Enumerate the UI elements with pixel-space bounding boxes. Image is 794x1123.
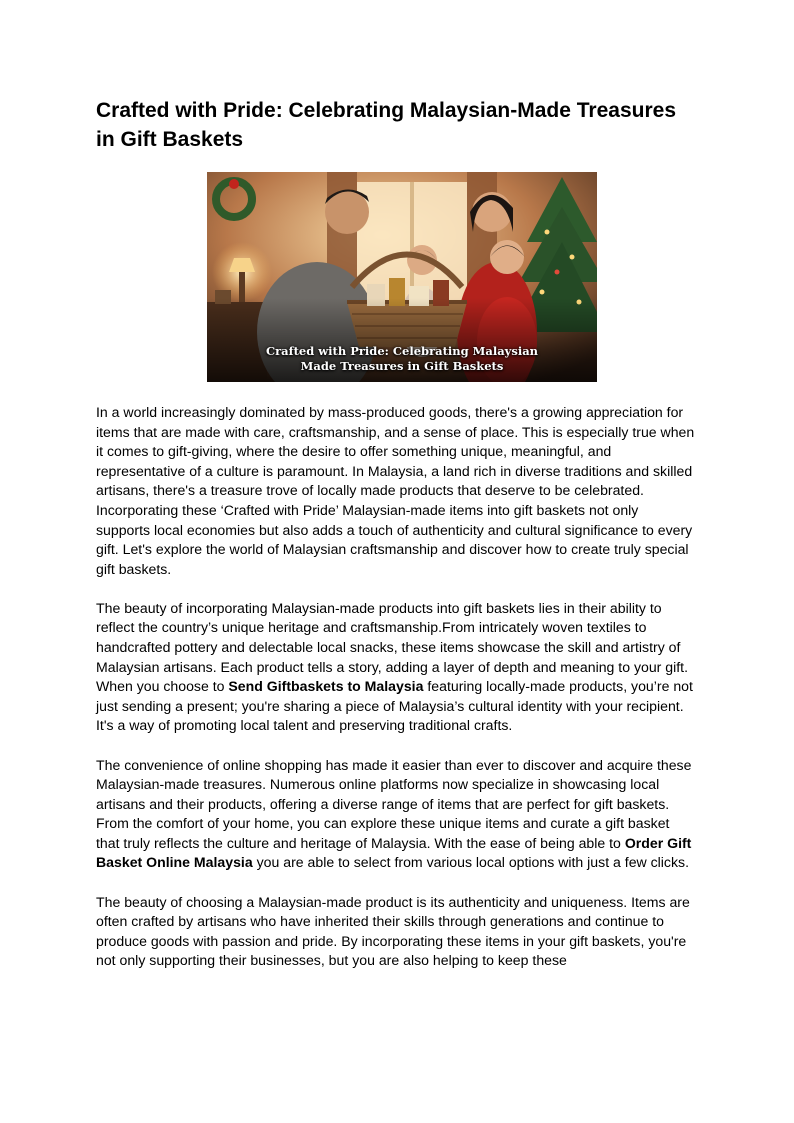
document-page [96, 96, 696, 990]
paragraph-heritage-text-a: The beauty of incorporating Malaysian-made products into gift baskets lies in their ability to reflect the country’s unique heritage and craftsmanship.From intricately woven textiles to handcrafted pottery and delectable local snacks, these items showcase the skill and artistry of Malaysian artisans. Each product tells a story, adding a layer of depth and meaning to your gift. When you choose to [96, 599, 689, 695]
paragraph-online-shopping [96, 756, 696, 874]
paragraph-authenticity: The beauty of choosing a Malaysian-made product is its authenticity and uniqueness. Items are often crafted by artisans who have inherited their skills through generations and continue to produce goods with passion and pride. By incorporating these items in your gift baskets, you're not only supporting their businesses, but you are also helping to keep these [96, 893, 690, 969]
send-giftbaskets-link[interactable]: Send Giftbaskets to Malaysia [228, 678, 424, 695]
document-title: Crafted with Pride: Celebrating Malaysian-Made Treasures in Gift Baskets [96, 99, 677, 151]
paragraph-online-text-a: The convenience of online shopping has made it easier than ever to discover and acquire these Malaysian-made treasures. Numerous online platforms now specialize in showcasing local artisans and their products, offering a diverse range of items that are perfect for gift baskets. From the comfort of your home, you can explore these unique items and curate a gift basket that truly reflects the culture and heritage of Malaysia. With the ease of being able to [96, 756, 692, 851]
order-gift-basket-link[interactable]: Order Gift Basket Online Malaysia [96, 834, 692, 871]
image-caption-line-1: Crafted with Pride: Celebrating Malaysian [265, 344, 539, 358]
paragraph-intro: In a world increasingly dominated by mass-produced goods, there's a growing appreciation for items that are made with care, craftsmanship, and a sense of place. This is especially true when it comes to gift-giving, where the desire to offer something unique, meaningful, and representative of a culture is paramount. In Malaysia, a land rich in diverse traditions and skilled artisans, there's a treasure trove of locally made products that deserve to be celebrated. Incorporating these ‘Crafted with Pride’ Malaysian-made items into gift baskets not only supports local economies but also adds a touch of authenticity and cultural significance to every gift. Let's explore the world of Malaysian craftsmanship and discover how to create truly special gift baskets. [96, 404, 695, 577]
paragraph-heritage [96, 599, 696, 736]
image-caption-line-2: Made Treasures in Gift Baskets [300, 359, 504, 373]
image-caption [207, 344, 597, 374]
article-body [96, 403, 696, 971]
paragraph-online-text-b: you are able to select from various local options with just a few clicks. [252, 854, 689, 871]
paragraph-heritage-text-b: featuring locally-made products, you’re not just sending a present; you're sharing a piece of Malaysia’s cultural identity with your recipient. It's a way of promoting local talent and preserving traditional crafts. [96, 678, 693, 734]
family-gift-basket-photo [207, 172, 597, 382]
